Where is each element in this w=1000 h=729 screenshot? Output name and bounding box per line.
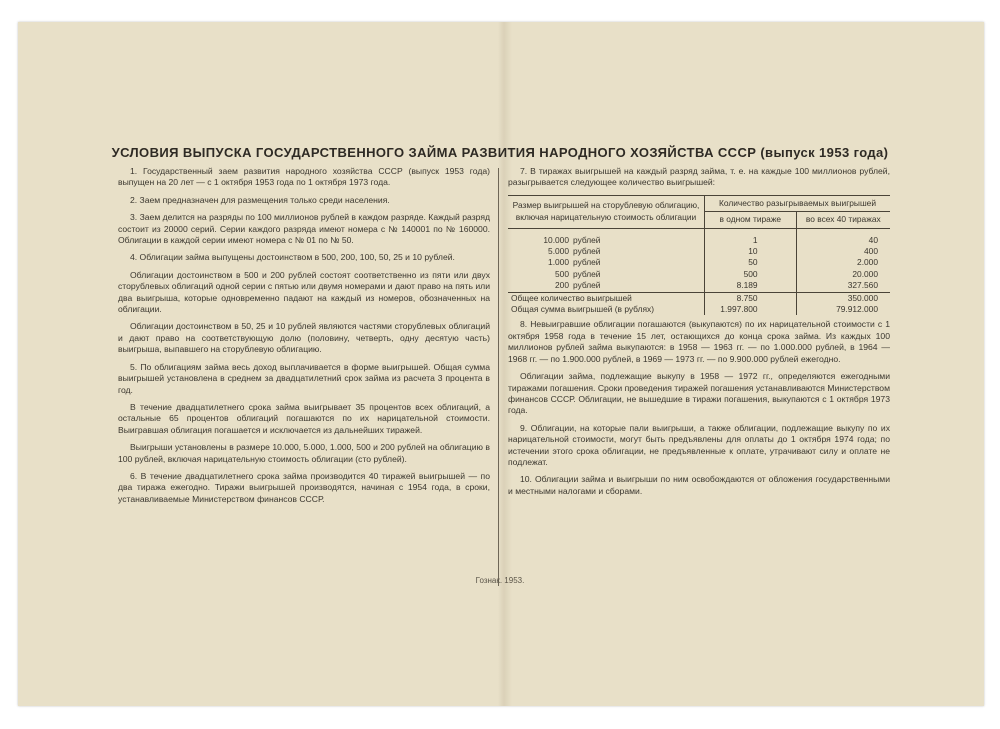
prize-amount: 1.000 — [548, 257, 569, 268]
clause-8-detail: Облигации займа, подлежащие выкупу в 1958 — 1972 гг., определяются ежегодными тиражами погашения. Сроки проведения тиражей погашения устанавливаются Министерством финансов СССР. Облигации, не вышедшие в тиражи погашения, выкупаются с 1 октября 1973 года. — [508, 371, 890, 416]
total-count-all: 350.000 — [796, 292, 890, 304]
left-column — [118, 166, 490, 511]
clause-10: 10. Облигации займа и выигрыши по ним освобождаются от обложения государственными и местными налогами и сборами. — [508, 474, 890, 496]
clause-4-detail-b: Облигации достоинством в 50, 25 и 10 рублей являются частями сторублевых облигаций и дают право на соответствующую долю (половину, четверть, одну десятую часть) выигрыша, выпавшего на сторублевую облигацию. — [118, 321, 490, 355]
all-draws-count: 20.000 — [852, 268, 878, 279]
page-title: УСЛОВИЯ ВЫПУСКА ГОСУДАРСТВЕННОГО ЗАЙМА РАЗВИТИЯ НАРОДНОГО ХОЗЯЙСТВА СССР (выпуск 1953 года) — [111, 145, 889, 160]
table-header-all-draws: во всех 40 тиражах — [796, 212, 890, 228]
total-sum-one: 1.997.800 — [705, 304, 797, 315]
table-header-count: Количество разыгрываемых выигрышей — [705, 195, 891, 211]
table-total-sum-row — [508, 304, 890, 315]
prize-amount: 200 — [555, 280, 569, 291]
all-draws-count: 2.000 — [857, 257, 878, 268]
prize-unit: рублей — [573, 246, 601, 257]
table-header-size: Размер выигрышей на сторублевую облигацию, включая нарицательную стоимость облигации — [508, 195, 705, 228]
clause-9: 9. Облигации, на которые пали выигрыши, а также облигации, подлежащие выкупу по их нарицательной стоимости, могут быть предъявлены для оплаты до 1 октября 1974 года; по истечении этого срока облигации, не предъявленные к оплате, утрачивают силу и оплате не подлежат. — [508, 422, 890, 467]
one-draw-count: 8.189 — [705, 280, 797, 292]
table-row — [508, 280, 890, 292]
prize-size-cell — [508, 246, 705, 257]
prize-unit: рублей — [573, 257, 601, 268]
all-draws-count: 400 — [864, 246, 878, 257]
clause-5-detail-a: В течение двадцатилетнего срока займа выигрывает 35 процентов всех облигаций, а остальные 65 процентов облигаций погашаются по их нарицательной стоимости. Выигравшая облигация погашается и исключается из дальнейших тиражей. — [118, 401, 490, 435]
one-draw-count: 50 — [705, 257, 797, 268]
prize-size-cell — [508, 280, 705, 292]
table-row — [508, 269, 890, 280]
right-column — [508, 166, 890, 503]
total-count-one: 8.750 — [705, 292, 797, 304]
prize-size-cell — [508, 257, 705, 268]
table-row — [508, 257, 890, 268]
prize-unit: рублей — [573, 280, 601, 291]
table-row — [508, 246, 890, 257]
clause-2: 2. Заем предназначен для размещения только среди населения. — [130, 194, 390, 205]
all-draws-count: 40 — [868, 234, 878, 245]
clause-8: 8. Невыигравшие облигации погашаются (выкупаются) по их нарицательной стоимости с 1 октября 1958 года в течение 15 лет, остающихся до конца срока займа. Из каждых 100 миллионов рублей займа выкупаются: в 1958 — 1963 гг. — по 1.000.000 рублей, в 1964 — 1968 гг. — по 1.900.000 рублей, в 1969 — 1973 гг. — по 9.900.000 рублей ежегодно. — [508, 319, 890, 364]
printer-imprint: Гознак. 1953. — [475, 576, 525, 585]
table-row — [508, 235, 890, 246]
clause-6: 6. В течение двадцатилетнего срока займа производится 40 тиражей выигрышей — по два тиража ежегодно. Тиражи выигрышей производятся, начиная с 1954 года, в сроки, устанавливаемые Министерством финансов СССР. — [118, 470, 490, 504]
clause-1: 1. Государственный заем развития народного хозяйства СССР (выпуск 1953 года) выпущен на 20 лет — с 1 октября 1953 года по 1 октября 1973 года. — [118, 166, 490, 188]
clause-3: 3. Заем делится на разряды по 100 миллионов рублей в каждом разряде. Каждый разряд состоит из 20000 серий. Серии каждого разряда имеют номера с № 140001 по № 160000. Облигации в каждой серии имеют номера с № 01 по № 50. — [118, 212, 490, 246]
table-total-count-row — [508, 292, 890, 304]
total-sum-all: 79.912.000 — [836, 304, 878, 315]
table-header-one-draw: в одном тираже — [705, 212, 797, 228]
clause-7: 7. В тиражах выигрышей на каждый разряд займа, т. е. на каждые 100 миллионов рублей, разыгрывается следующее количество выигрышей: — [508, 166, 890, 188]
one-draw-count: 10 — [705, 246, 797, 257]
prize-unit: рублей — [573, 234, 601, 245]
winnings-table — [508, 195, 890, 316]
prize-amount: 5.000 — [548, 246, 569, 257]
prize-amount: 500 — [555, 268, 569, 279]
prize-amount: 10.000 — [543, 234, 569, 245]
one-draw-count: 500 — [705, 269, 797, 280]
clause-5-detail-b: Выигрыши установлены в размере 10.000, 5.000, 1.000, 500 и 200 рублей на облигацию в 100 рублей, включая нарицательную стоимость облигации (сто рублей). — [118, 442, 490, 464]
prize-unit: рублей — [573, 268, 601, 279]
clause-5: 5. По облигациям займа весь доход выплачивается в форме выигрышей. Общая сумма выигрышей установлена в среднем за двадцатилетний срок займа из расчета 3 процента в год. — [118, 361, 490, 395]
prize-size-cell — [508, 269, 705, 280]
prize-size-cell — [508, 235, 705, 246]
all-draws-count: 327.560 — [847, 280, 878, 291]
clause-4: 4. Облигации займа выпущены достоинством в 500, 200, 100, 50, 25 и 10 рублей. — [130, 252, 455, 263]
one-draw-count: 1 — [705, 235, 797, 246]
total-sum-label: Общая сумма выигрышей (в рублях) — [508, 304, 705, 315]
column-divider — [498, 168, 499, 586]
clause-4-detail-a: Облигации достоинством в 500 и 200 рублей состоят соответственно из пяти или двух сторублевых облигаций одной серии с пятью или двумя номерами и дают право на пять или два выигрыша, которые одновременно падают на каждый из номеров, обозначенных на облигации. — [118, 269, 490, 315]
total-count-label: Общее количество выигрышей — [508, 292, 705, 304]
